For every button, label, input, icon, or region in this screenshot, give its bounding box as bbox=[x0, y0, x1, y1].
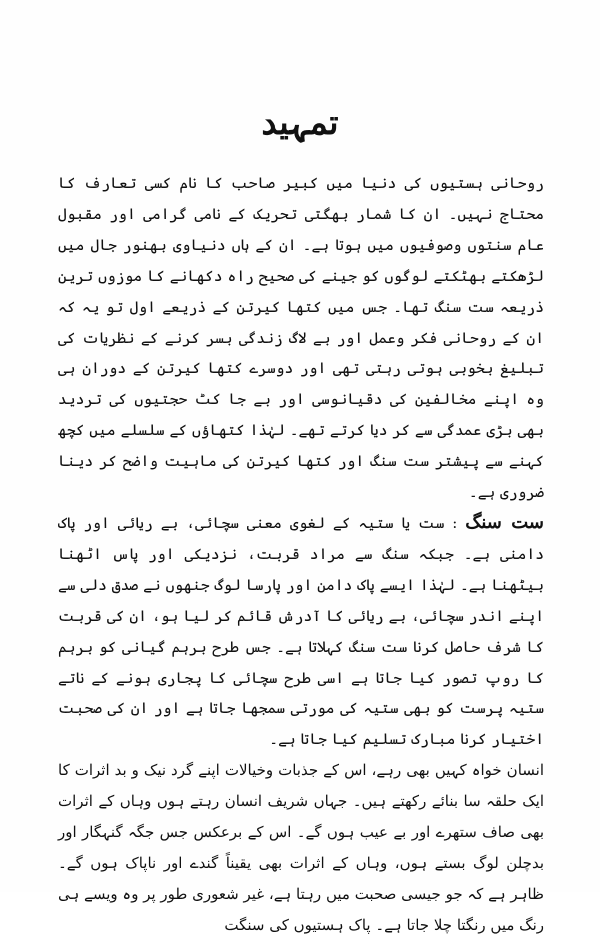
paragraph-company bbox=[58, 755, 544, 940]
paragraph-text: انسان خواہ کہیں بھی رہے، اس کے جذبات وخیالات اپنے گرد نیک و بد اثرات کا ایک حلقہ سا بنائے رکھتے ہیں۔ جہاں شریف انسان رہتے ہوں وہاں کے اثرات بھی صاف ستھرے اور بے عیب ہوں گے۔ اس کے برعکس جس جگہ گنہگار اور بدچلن لوگ بستے ہوں، وہاں کے اثرات بھی یقیناً گندے اور ناپاک ہوں گے۔ ظاہر ہے کہ جو جیسی صحبت میں رہتا ہے، غیر شعوری طور پر وہ ویسے ہی رنگ میں رنگتا چلا جاتا ہے۔ پاک ہستیوں کی سنگت bbox=[58, 761, 544, 934]
paragraph-sat-sang bbox=[58, 508, 544, 755]
paragraph-intro bbox=[58, 168, 544, 508]
body-text bbox=[58, 168, 544, 941]
page-title: تمہید bbox=[261, 103, 339, 143]
paragraph-text: : ست یا ستیہ کے لغوی معنی سچائی، بے ریائی اور پاک دامنی ہے۔ جبکہ سنگ سے مراد قربت، نزدیکی اور پاس اٹھنا بیٹھنا ہے۔ لہٰذا ایسے پاک دامن اور پارسا لوگ جنھوں نے صدق دلی سے اپنے اندر سچائی، بے ریائی کا آدرش قائم کر لیا ہو، ان کی قربت کا شرف حاصل کرنا ست سنگ کہلاتا ہے۔ جس طرح برہم گیانی کو برہم کا روپ تصور کیا جاتا ہے اسی طرح سچائی کا پجاری ہونے کے ناتے ستیہ پرست کو بھی ستیہ کی مورتی سمجھا جاتا ہے اور ان کی صحبت اختیار کرنا مبارک تسلیم کیا جاتا ہے۔ bbox=[58, 513, 544, 749]
paragraph-text: روحانی ہستیوں کی دنیا میں کبیر صاحب کا نام کسی تعارف کا محتاج نہیں۔ ان کا شمار بھگتی تحریک کے نامی گرامی اور مقبول عام سنتوں وصوفیوں میں ہوتا ہے۔ ان کے ہاں دنیاوی بھنور جال میں لڑھکتے بھٹکتے لوگوں کو جینے کی صحیح راہ دکھانے کا موزوں ترین ذریعہ ست سنگ تھا۔ جس میں کتھا کیرتن کے ذریعے اول تو یہ کہ ان کے روحانی فکر وعمل اور بے لاگ زندگی بسر کرنے کے نظریات کی تبلیغ بخوبی ہوتی رہتی تھی اور دوسرے کتھا کیرتن کے دوران ہی وہ اپنے مخالفین کی دقیانوسی اور بے جا کٹ حجتیوں کی تردید بھی بڑی عمدگی سے کر دیا کرتے تھے۔ لہٰذا کتھاؤں کے سلسلے میں کچھ کہنے سے پیشتر ست سنگ اور کتھا کیرتن کی ماہیت واضح کر دینا ضروری ہے۔ bbox=[58, 174, 544, 502]
term-heading: ست سنگ bbox=[465, 511, 544, 533]
